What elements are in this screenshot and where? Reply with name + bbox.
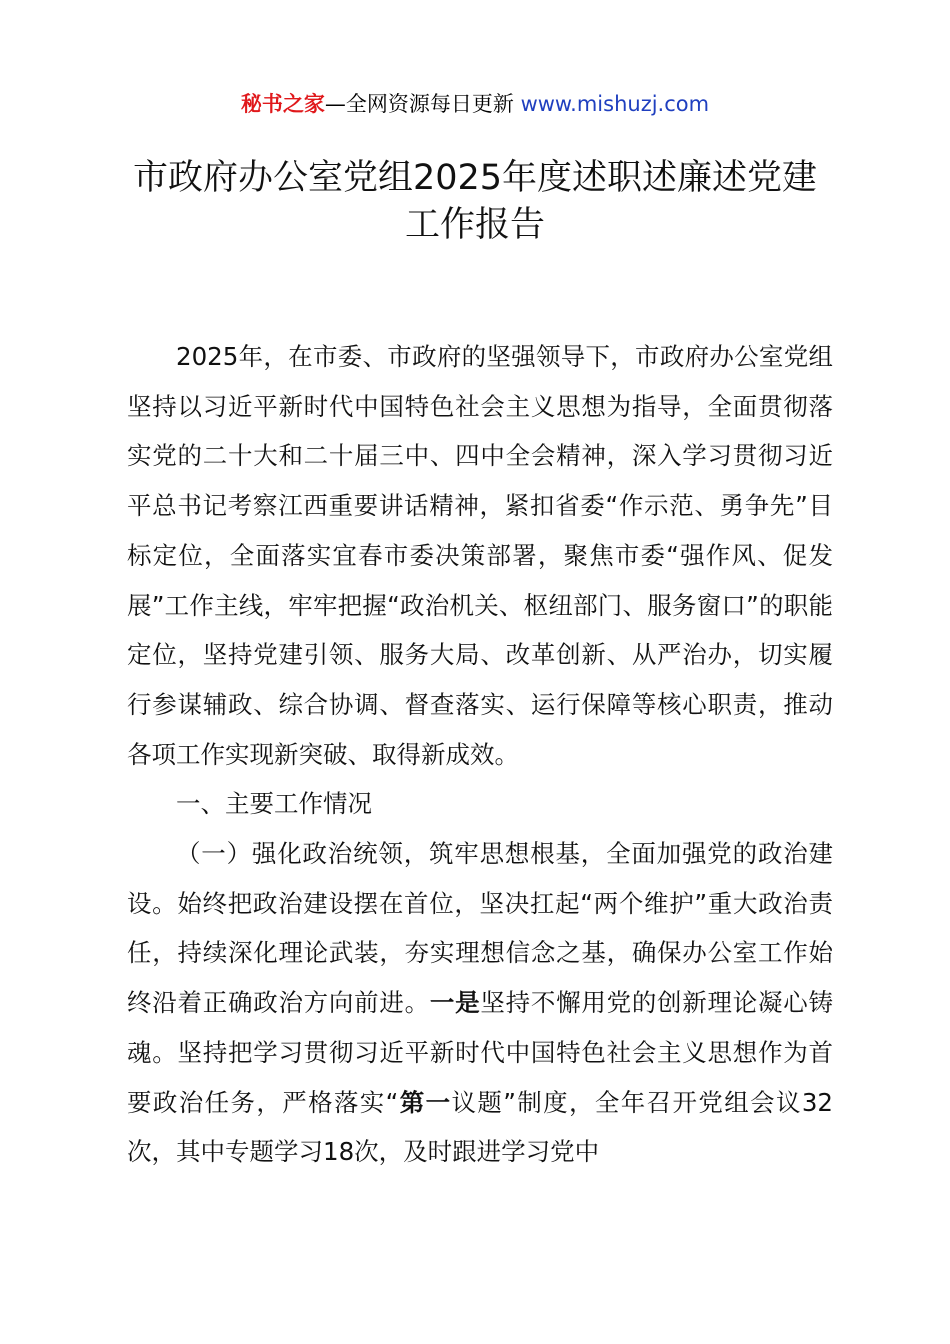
subsection-text-3: 议题”制度，全年召开党组会议32次，其中专题学习18次，及时跟进学习党中 [127, 1087, 833, 1167]
document-body [127, 332, 833, 1177]
document-title [100, 155, 850, 249]
watermark-header [0, 88, 950, 120]
subsection-paragraph [127, 829, 833, 1177]
bold-marker-first-topic: 第一 [398, 1087, 452, 1117]
brand-tagline: —全网资源每日更新 [324, 92, 514, 116]
brand-name: 秘书之家 [240, 92, 325, 116]
bold-marker-first: 一是 [429, 988, 481, 1018]
subsection-text-1: （一）强化政治统领，筑牢思想根基，全面加强党的政治建设。始终把政治建设摆在首位，坚决扛起“两个维护”重大政治责任，持续深化理论武装，夯实理想信念之基，确保办公室工作始终沿着正确政治方向前进。 [127, 839, 833, 1018]
subsection-text-2: 坚持不懈用党的创新理论凝心铸魂。坚持把学习贯彻习近平新时代中国特色社会主义思想作为首要政治任务，严格落实“ [127, 988, 834, 1117]
brand-url[interactable]: www.mishuzj.com [520, 92, 710, 116]
section-heading: 一、主要工作情况 [176, 789, 372, 819]
title-line-2: 工作报告 [404, 205, 545, 245]
intro-paragraph: 2025年，在市委、市政府的坚强领导下，市政府办公室党组坚持以习近平新时代中国特色社会主义思想为指导，全面贯彻落实党的二十大和二十届三中、四中全会精神，深入学习贯彻习近平总书记考察江西重要讲话精神，紧扣省委“作示范、勇争先”目标定位，全面落实宜春市委决策部署，聚焦市委“强作风、促发展”工作主线，牢牢把握“政治机关、枢纽部门、服务窗口”的职能定位，坚持党建引领、服务大局、改革创新、从严治办，切实履行参谋辅政、综合协调、督查落实、运行保障等核心职责，推动各项工作实现新突破、取得新成效。 [127, 342, 833, 769]
title-line-1: 市政府办公室党组2025年度述职述廉述党建 [132, 158, 818, 198]
